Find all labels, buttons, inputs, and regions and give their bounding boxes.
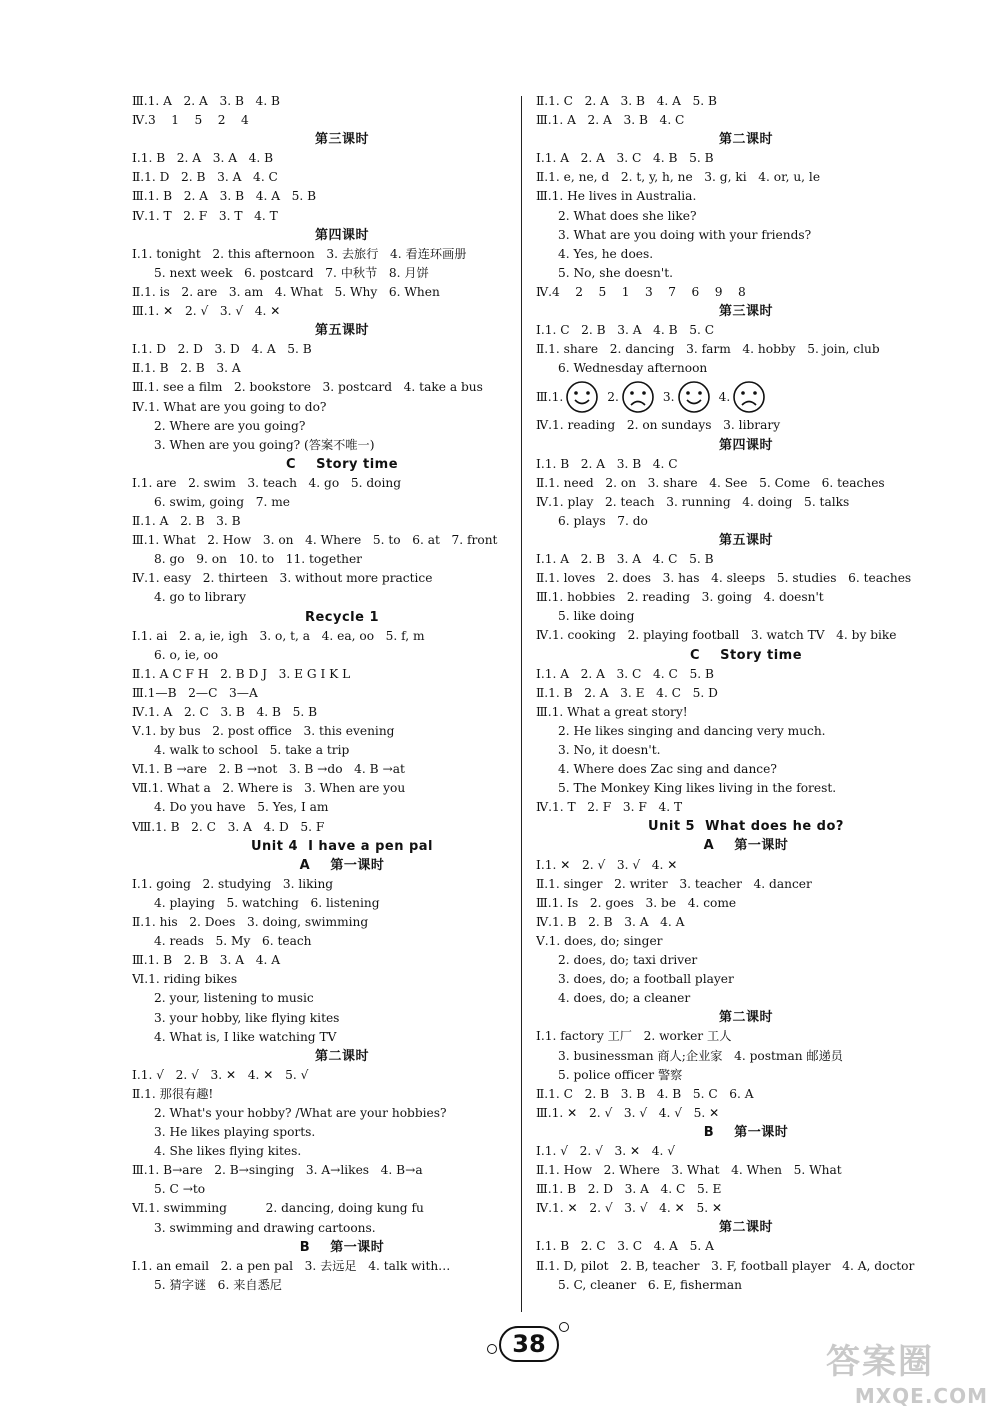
answer-line: Ⅱ.1. e, ne, d 2. t, y, h, ne 3. g, ki 4. or, u, le <box>536 170 821 185</box>
answer-line: Ⅲ.1. B→are 2. B→singing 3. A→likes 4. B→a <box>132 1163 423 1178</box>
answer-line: 5. 猜字谜 6. 来自悉尼 <box>154 1277 282 1292</box>
answer-line: 5. C →to <box>154 1182 206 1197</box>
answer-line: 5. like doing <box>558 609 635 624</box>
answer-line: Ⅱ.1. singer 2. writer 3. teacher 4. dancer <box>536 876 812 891</box>
answer-line: 3. businessman 商人;企业家 4. postman 邮递员 <box>558 1048 843 1063</box>
right-answer-column <box>536 92 956 1295</box>
answer-line: Ⅰ.1. C 2. B 3. A 4. B 5. C <box>536 323 715 338</box>
answer-line: Ⅰ.1. B 2. C 3. C 4. A 5. A <box>536 1239 714 1254</box>
answer-line: 4. She likes flying kites. <box>154 1144 302 1159</box>
answer-line: 4. walk to school 5. take a trip <box>154 743 350 758</box>
answer-line: Ⅲ.1. ✕ 2. √ 3. √ 4. ✕ <box>132 304 281 319</box>
answer-line: Ⅳ.1. reading 2. on sundays 3. library <box>536 418 781 433</box>
answer-line: Ⅱ.1. loves 2. does 3. has 4. sleeps 5. studies 6. teaches <box>536 571 912 586</box>
answer-line: Ⅲ.1. What 2. How 3. on 4. Where 5. to 6. at 7. front <box>132 533 498 548</box>
section-heading: 第二课时 <box>718 1010 773 1026</box>
answer-line: 6. plays 7. do <box>558 513 648 528</box>
answer-line: Ⅲ.1. He lives in Australia. <box>536 189 697 204</box>
answer-line: 4. reads 5. My 6. teach <box>154 934 312 949</box>
section-heading: Unit 4 I have a pen pal <box>250 838 434 854</box>
answer-line: 4. playing 5. watching 6. listening <box>154 895 380 910</box>
section-heading: 第二课时 <box>314 1048 369 1064</box>
answer-line: Ⅷ.1. B 2. C 3. A 4. D 5. F <box>132 819 325 834</box>
section-heading: Unit 5 What does he do? <box>648 819 844 835</box>
section-heading: A 第一课时 <box>299 857 385 873</box>
section-heading: C Story time <box>689 647 803 663</box>
question-number: Ⅲ. <box>536 389 552 404</box>
answer-line: 3. your hobby, like flying kites <box>154 1010 340 1025</box>
answer-line: Ⅰ.1. an email 2. a pen pal 3. 去远足 4. talk with… <box>132 1258 451 1273</box>
column-divider <box>521 96 522 1312</box>
answer-line: Ⅲ.1. A 2. A 3. B 4. B <box>132 94 281 108</box>
answer-line: Ⅱ.1. B 2. A 3. E 4. C 5. D <box>536 685 718 700</box>
answer-line: Ⅱ.1. A 2. B 3. B <box>132 514 241 529</box>
answer-line: Ⅵ.1. riding bikes <box>132 972 238 987</box>
answer-line: 2. What does she like? <box>558 208 697 223</box>
answer-line: 3. No, it doesn't. <box>558 743 661 757</box>
answer-line: Ⅲ.1. see a film 2. bookstore 3. postcard 4. take a bus <box>132 380 483 395</box>
answer-line: Ⅲ.1—B 2—C 3—A <box>132 685 258 700</box>
answer-line: Ⅲ.1. What a great story! <box>536 704 688 719</box>
answer-line: Ⅰ.1. tonight 2. this afternoon 3. 去旅行 4. 看连环画册 <box>132 246 467 261</box>
answer-line: 2. He likes singing and dancing very much. <box>558 723 826 738</box>
answer-line: Ⅳ.4 2 5 1 3 7 6 9 8 <box>536 284 746 299</box>
section-heading: 第五课时 <box>718 532 773 548</box>
answer-line: Ⅴ.1. by bus 2. post office 3. this evening <box>132 724 395 739</box>
answer-line: Ⅳ.1. cooking 2. playing football 3. watch TV 4. by bike <box>536 628 897 643</box>
page-number-text: 38 <box>499 1326 559 1362</box>
answer-line: Ⅰ.1. √ 2. √ 3. ✕ 4. ✕ 5. √ <box>132 1067 309 1082</box>
answer-line: Ⅰ.1. ✕ 2. √ 3. √ 4. ✕ <box>536 857 678 872</box>
section-heading: B 第一课时 <box>299 1239 385 1255</box>
watermark-logo <box>826 1340 994 1420</box>
answer-line: 3. What are you doing with your friends? <box>558 227 812 242</box>
answer-line: Ⅱ.1. A C F H 2. B D J 3. E G I K L <box>132 666 351 681</box>
answer-line: 5. C, cleaner 6. E, fisherman <box>558 1277 742 1292</box>
answer-line: Ⅲ.1. B 2. B 3. A 4. A <box>132 953 281 968</box>
answer-line: 4. Do you have 5. Yes, I am <box>154 800 329 815</box>
answer-line: 3. He likes playing sports. <box>154 1125 316 1140</box>
answer-line: Ⅲ.1. ✕ 2. √ 3. √ 4. √ 5. ✕ <box>536 1105 720 1120</box>
item-number: 1. <box>551 389 564 404</box>
answer-line: 8. go 9. on 10. to 11. together <box>154 552 362 567</box>
answer-line: 2. Where are you going? <box>154 418 306 433</box>
answer-line: Ⅱ.1. D 2. B 3. A 4. C <box>132 170 278 185</box>
section-heading: 第四课时 <box>718 437 773 453</box>
answer-line: Ⅱ.1. need 2. on 3. share 4. See 5. Come 6. teaches <box>536 475 885 490</box>
answer-line: 4. Yes, he does. <box>558 246 654 261</box>
answer-line: Ⅱ.1. C 2. A 3. B 4. A 5. B <box>536 94 717 108</box>
left-answer-column <box>132 92 552 1295</box>
smiley-face-icon <box>565 380 599 414</box>
answer-line: Ⅳ.1. B 2. B 3. A 4. A <box>536 914 685 929</box>
answer-line: 3. When are you going? (答案不唯一) <box>154 437 375 452</box>
section-heading: 第二课时 <box>718 132 773 148</box>
answer-line: 4. go to library <box>154 590 247 605</box>
answer-line: Ⅱ.1. 那很有趣! <box>132 1086 214 1101</box>
answer-line: Ⅵ.1. swimming 2. dancing, doing kung fu <box>132 1201 424 1216</box>
answer-line: 4. Where does Zac sing and dance? <box>558 762 777 777</box>
sad-face-icon <box>732 380 766 414</box>
section-heading: C Story time <box>285 456 399 472</box>
answer-line: Ⅶ.1. What a 2. Where is 3. When are you <box>132 781 406 796</box>
answer-line: 3. swimming and drawing cartoons. <box>154 1220 376 1235</box>
answer-line: Ⅰ.1. are 2. swim 3. teach 4. go 5. doing <box>132 475 402 490</box>
answer-line: Ⅱ.1. B 2. B 3. A <box>132 361 241 376</box>
answer-line: Ⅰ.1. going 2. studying 3. liking <box>132 876 334 891</box>
answer-line: Ⅰ.1. A 2. B 3. A 4. C 5. B <box>536 552 714 567</box>
answer-line: Ⅳ.1. A 2. C 3. B 4. B 5. B <box>132 705 318 719</box>
smiley-face-icon <box>677 380 711 414</box>
watermark-title: 答案圈 <box>826 1342 934 1382</box>
section-heading: 第二课时 <box>718 1220 773 1236</box>
answer-line: Ⅱ.1. is 2. are 3. am 4. What 5. Why 6. When <box>132 284 440 299</box>
answer-line: 2. does, do; taxi driver <box>558 953 698 968</box>
emoji-answer-row <box>536 378 956 416</box>
answer-line: Ⅱ.1. share 2. dancing 3. farm 4. hobby 5. join, club <box>536 342 880 357</box>
section-heading: A 第一课时 <box>703 838 789 854</box>
item-number: 3. <box>662 389 675 404</box>
section-heading: 第五课时 <box>314 323 369 339</box>
section-heading: 第三课时 <box>314 132 369 148</box>
answer-line: Ⅳ.1. T 2. F 3. T 4. T <box>132 208 278 223</box>
answer-line: Ⅳ.1. play 2. teach 3. running 4. doing 5. talks <box>536 494 850 509</box>
answer-line: 4. does, do; a cleaner <box>558 991 691 1006</box>
watermark-url: MXQE.COM <box>854 1384 988 1408</box>
answer-line: Ⅲ.1. hobbies 2. reading 3. going 4. doesn't <box>536 590 824 605</box>
answer-line: Ⅰ.1. D 2. D 3. D 4. A 5. B <box>132 342 312 357</box>
answer-line: 6. swim, going 7. me <box>154 494 290 509</box>
answer-line: Ⅱ.1. his 2. Does 3. doing, swimming <box>132 915 369 930</box>
answer-line: Ⅱ.1. How 2. Where 3. What 4. When 5. What <box>536 1163 842 1178</box>
answer-line: 5. No, she doesn't. <box>558 265 674 280</box>
answer-line: 6. Wednesday afternoon <box>558 361 708 376</box>
section-heading: 第四课时 <box>314 227 369 243</box>
answer-line: Ⅳ.1. What are you going to do? <box>132 399 327 414</box>
answer-line: 5. police officer 警察 <box>558 1067 683 1082</box>
answer-line: 6. o, ie, oo <box>154 647 219 662</box>
answer-line: Ⅰ.1. factory 工厂 2. worker 工人 <box>536 1029 732 1044</box>
answer-line: Ⅲ.1. B 2. A 3. B 4. A 5. B <box>132 189 317 204</box>
answer-line: Ⅲ.1. A 2. A 3. B 4. C <box>536 113 685 128</box>
answer-line: 4. What is, I like watching TV <box>154 1029 337 1044</box>
answer-line: Ⅳ.1. easy 2. thirteen 3. without more practice <box>132 571 433 586</box>
section-heading: 第三课时 <box>718 304 773 320</box>
answer-line: Ⅰ.1. A 2. A 3. C 4. C 5. B <box>536 666 714 681</box>
section-heading: B 第一课时 <box>703 1124 789 1140</box>
answer-line: Ⅲ.1. Is 2. goes 3. be 4. come <box>536 895 737 910</box>
answer-line: Ⅰ.1. B 2. A 3. B 4. C <box>536 456 678 471</box>
answer-line: Ⅰ.1. ai 2. a, ie, igh 3. o, t, a 4. ea, oo 5. f, m <box>132 628 425 643</box>
answer-line: Ⅰ.1. A 2. A 3. C 4. B 5. B <box>536 151 714 166</box>
answer-line: 3. does, do; a football player <box>558 972 734 987</box>
answer-line: Ⅴ.1. does, do; singer <box>536 933 663 948</box>
item-number: 2. <box>607 389 619 404</box>
item-number: 4. <box>718 389 731 404</box>
answer-line: Ⅳ.1. T 2. F 3. F 4. T <box>536 800 683 815</box>
answer-line: Ⅲ.1. B 2. D 3. A 4. C 5. E <box>536 1182 722 1197</box>
page-number <box>485 1322 569 1362</box>
answer-line: 2. your, listening to music <box>154 991 314 1006</box>
answer-line: Ⅰ.1. B 2. A 3. A 4. B <box>132 151 274 166</box>
sad-face-icon <box>621 380 655 414</box>
answer-line: 5. next week 6. postcard 7. 中秋节 8. 月饼 <box>154 265 429 280</box>
answer-line: Ⅳ.3 1 5 2 4 <box>132 113 249 128</box>
answer-line: Ⅱ.1. D, pilot 2. B, teacher 3. F, football player 4. A, doctor <box>536 1258 915 1273</box>
answer-line: 5. The Monkey King likes living in the forest. <box>558 781 837 796</box>
answer-line: Ⅱ.1. C 2. B 3. B 4. B 5. C 6. A <box>536 1086 754 1101</box>
answer-line: Ⅵ.1. B →are 2. B →not 3. B →do 4. B →at <box>132 762 405 777</box>
answer-line: 2. What's your hobby? /What are your hobbies? <box>154 1105 447 1120</box>
section-heading: Recycle 1 <box>304 609 380 625</box>
answer-line: Ⅰ.1. √ 2. √ 3. ✕ 4. √ <box>536 1143 676 1158</box>
answer-line: Ⅳ.1. ✕ 2. √ 3. √ 4. ✕ 5. ✕ <box>536 1201 723 1216</box>
